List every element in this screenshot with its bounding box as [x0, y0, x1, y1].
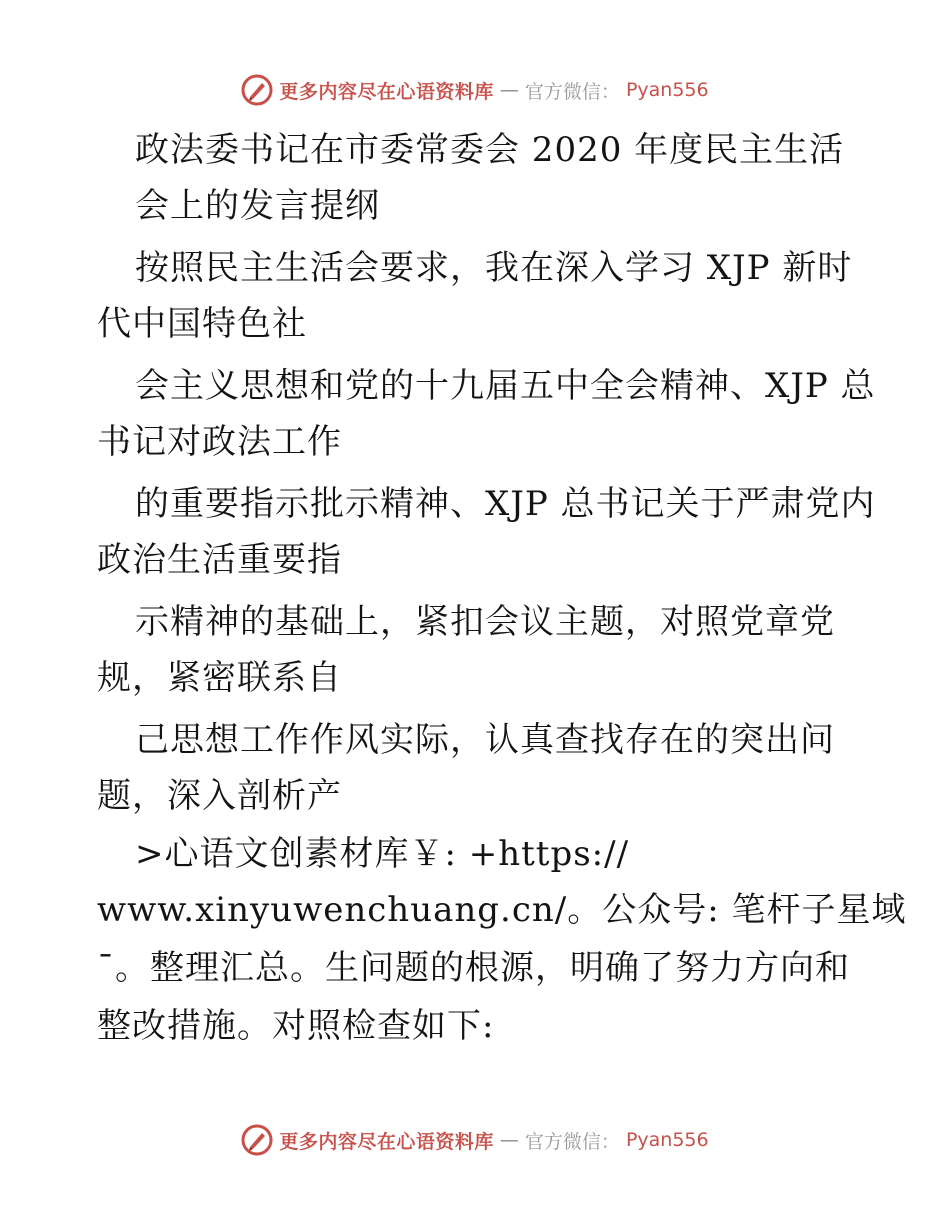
title-line-2: 会上的发言提纲	[135, 186, 380, 226]
paragraph-line: 会主义思想和党的十九届五中全会精神、XJP 总	[135, 366, 876, 406]
footer-banner	[241, 1124, 708, 1156]
title-line-1: 政法委书记在市委常委会 2020 年度民主生活	[135, 130, 845, 170]
page-footer	[0, 1120, 950, 1160]
header-wechat-id: Pyan556	[625, 79, 709, 101]
header-wechat-label: 官方微信：	[524, 80, 620, 103]
paragraph-line: 规，紧密联系自	[97, 658, 342, 698]
paragraph-line: 己思想工作作风实际，认真查找存在的突出问	[135, 720, 835, 760]
footer-brand-text: 更多内容尽在心语资料库	[279, 1130, 494, 1153]
paragraph-line: 示精神的基础上，紧扣会议主题，对照党章党	[135, 602, 835, 642]
header-separator: —	[499, 79, 519, 101]
paragraph-line: 书记对政法工作	[97, 422, 342, 462]
paragraph-line: 按照民主生活会要求，我在深入学习 XJP 新时	[135, 248, 853, 288]
paragraph-line: 的重要指示批示精神、XJP 总书记关于严肃党内	[135, 484, 876, 524]
footer-separator: —	[499, 1129, 519, 1151]
pen-logo-icon	[241, 74, 273, 106]
footer-wechat-id: Pyan556	[625, 1129, 709, 1151]
footer-wechat-label: 官方微信：	[524, 1130, 620, 1153]
header-banner	[241, 74, 708, 106]
pen-logo-icon	[241, 1124, 273, 1156]
page-header	[0, 70, 950, 110]
header-brand-text: 更多内容尽在心语资料库	[279, 80, 494, 103]
paragraph-line: ¯。整理汇总。生问题的根源，明确了努力方向和	[97, 948, 850, 988]
paragraph-line: www.xinyuwenchuang.cn/。公众号: 笔杆子星域	[97, 890, 907, 930]
paragraph-line: >心语文创素材库￥: +https://	[135, 834, 630, 874]
paragraph-line: 整改措施。对照检查如下:	[97, 1006, 495, 1046]
paragraph-line: 代中国特色社	[97, 304, 307, 344]
paragraph-line: 政治生活重要指	[97, 540, 342, 580]
paragraph-line: 题，深入剖析产	[97, 776, 342, 816]
